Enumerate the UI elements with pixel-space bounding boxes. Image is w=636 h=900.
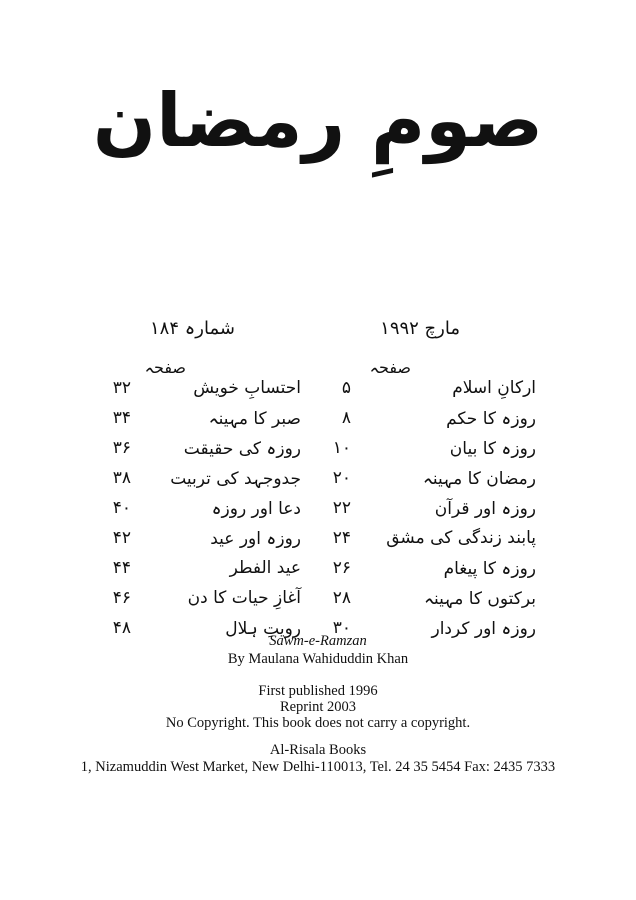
toc-entry-title: دعا اور روزہ bbox=[211, 499, 301, 519]
toc-entry-title: روزہ کا بیان bbox=[449, 439, 536, 459]
toc-entry-page: ۴۸ bbox=[112, 618, 131, 638]
toc-row bbox=[96, 498, 536, 528]
toc-entry-page: ۴۶ bbox=[112, 588, 131, 608]
toc-entry-page: ۲۲ bbox=[332, 498, 351, 518]
toc-entry-page: ۳۲ bbox=[112, 378, 131, 398]
page-heading-right: صفحہ bbox=[369, 358, 411, 377]
toc-entry-page: ۲۶ bbox=[332, 558, 351, 578]
toc-entry-page: ۴۰ bbox=[112, 498, 131, 518]
toc-entry-title: احتسابِ خویش bbox=[193, 378, 301, 398]
toc-entry-title: روزہ کی حقیقت bbox=[183, 439, 301, 459]
toc-entry-title: پابند زندگی کی مشق bbox=[386, 528, 536, 548]
toc-row bbox=[96, 588, 536, 618]
first-published: First published 1996 bbox=[258, 683, 378, 699]
toc-entry-title: عید الفطر bbox=[229, 558, 301, 578]
issue-month: مارچ ۱۹۹۲ bbox=[380, 318, 460, 339]
toc-entry-title: ارکانِ اسلام bbox=[452, 378, 536, 398]
toc-entry-page: ۴۴ bbox=[112, 558, 131, 578]
toc-entry-title: روزہ اور کردار bbox=[431, 619, 536, 639]
toc-entry-page: ۲۸ bbox=[332, 588, 351, 608]
toc-entry-title: جدوجہد کی تربیت bbox=[170, 469, 301, 489]
english-title: Sawm-e-Ramzan bbox=[269, 633, 367, 649]
toc-row bbox=[96, 378, 536, 408]
copyright-line: No Copyright. This book does not carry a copyright. bbox=[165, 715, 471, 731]
toc-entry-page: ۳۴ bbox=[112, 408, 131, 428]
toc-entry-title: رویتِ ہلال bbox=[225, 619, 301, 639]
issue-info bbox=[150, 318, 460, 339]
toc-entry-title: صبر کا مہینہ bbox=[208, 409, 301, 429]
toc-header bbox=[96, 358, 536, 378]
toc-entry-title: روزہ کا حکم bbox=[446, 409, 536, 429]
toc-entry-page: ۲۴ bbox=[332, 528, 351, 548]
book-title-urdu: صومِ رمضان bbox=[92, 78, 544, 164]
toc-entry-title: روزہ اور عید bbox=[210, 529, 301, 549]
toc-entry-page: ۳۶ bbox=[112, 438, 131, 458]
toc-row bbox=[96, 468, 536, 498]
toc-entry-title: روزہ کا پیغام bbox=[443, 559, 536, 579]
publisher-name: Al-Risala Books bbox=[269, 742, 367, 758]
table-of-contents bbox=[96, 358, 536, 648]
reprint-line: Reprint 2003 bbox=[279, 699, 357, 715]
toc-entry-title: رمضان کا مہینہ bbox=[422, 469, 536, 489]
toc-entry-title: روزہ اور قرآن bbox=[434, 499, 536, 519]
toc-entry-page: ۳۸ bbox=[112, 468, 131, 488]
page-heading-left: صفحہ bbox=[144, 358, 186, 377]
author-line: By Maulana Wahiduddin Khan bbox=[227, 651, 409, 667]
toc-row bbox=[96, 528, 536, 558]
toc-entry-page: ۳۰ bbox=[332, 618, 351, 638]
toc-entry-page: ۲۰ bbox=[332, 468, 351, 488]
toc-row bbox=[96, 558, 536, 588]
toc-entry-page: ۴۲ bbox=[112, 528, 131, 548]
toc-entry-page: ۸ bbox=[341, 408, 351, 428]
toc-entry-page: ۱۰ bbox=[332, 438, 351, 458]
toc-entry-title: برکتوں کا مہینہ bbox=[424, 589, 536, 609]
toc-entry-page: ۵ bbox=[341, 378, 351, 398]
toc-entry-title: آغازِ حیات کا دن bbox=[187, 588, 301, 608]
toc-rows bbox=[96, 378, 536, 648]
toc-row bbox=[96, 408, 536, 438]
issue-number: شمارہ ۱۸۴ bbox=[150, 318, 235, 339]
toc-row bbox=[96, 438, 536, 468]
publisher-address: 1, Nizamuddin West Market, New Delhi-110013, Tel. 24 35 5454 Fax: 2435 7333 bbox=[80, 759, 556, 775]
